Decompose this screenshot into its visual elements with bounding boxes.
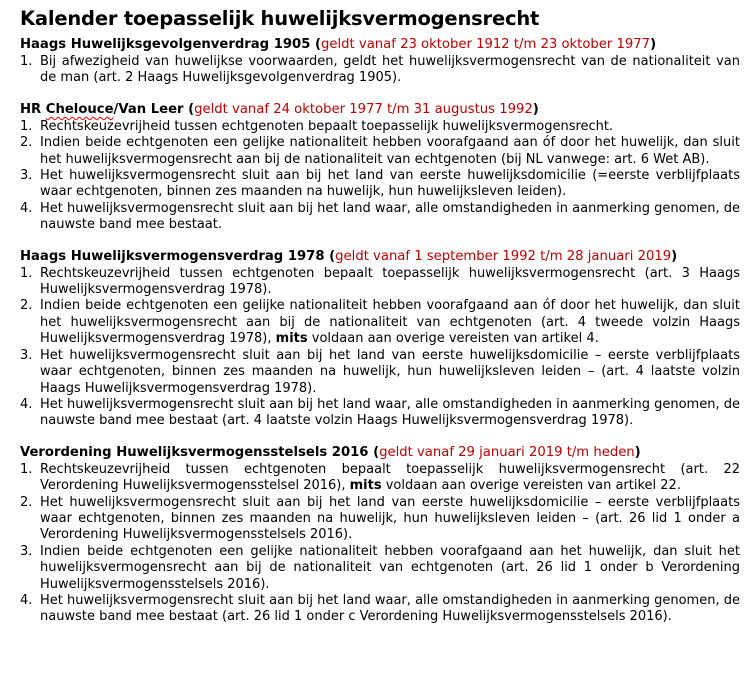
- rule-item: [20, 298, 740, 347]
- law-section: [20, 248, 740, 430]
- heading-text-part: Verordening Huwelijksvermogensstelsels 2016: [20, 444, 374, 460]
- section-validity-period: geldt vanaf 1 september 1992 t/m 28 januari 2019: [335, 248, 672, 264]
- open-paren-text: (: [329, 248, 336, 264]
- section-validity-period: geldt vanaf 24 oktober 1977 t/m 31 augustus 1992: [194, 101, 533, 117]
- rules-list: [20, 54, 740, 87]
- rule-number: 2.: [20, 494, 33, 510]
- rule-item: [20, 266, 740, 299]
- close-paren-text: ): [634, 444, 641, 460]
- law-section: [20, 36, 740, 87]
- rule-number: 2.: [20, 298, 33, 314]
- rule-item: [20, 462, 740, 495]
- rule-text: [40, 544, 740, 593]
- rule-number: 1.: [20, 118, 33, 134]
- rule-number: 3.: [20, 347, 33, 363]
- rule-text: [40, 593, 740, 626]
- rules-list: [20, 266, 740, 430]
- rule-text: [40, 397, 740, 430]
- rule-item: [20, 54, 740, 87]
- rule-item: [20, 135, 740, 168]
- close-paren-text: ): [532, 101, 539, 117]
- rule-item: [20, 201, 740, 234]
- rule-text-segment: Indien beide echtgenoten een gelijke nationaliteit hebben voorafgaand aan het huwelijk, dan sluit het huwelijksvermogensrecht aan bij de nationaliteit van echtgenoten (art. 26 lid 1 onder b Verordening Huwelijksvermogensstelsels 2016).: [40, 543, 740, 592]
- rule-text-segment: Rechtskeuzevrijheid tussen echtgenoten bepaalt toepasselijk huwelijksvermogensrecht (art. 22 Verordening Huwelijksvermogensstelsel 2016),: [40, 461, 740, 494]
- rule-item: [20, 348, 740, 397]
- rule-text: [40, 348, 740, 397]
- rules-list: [20, 119, 740, 234]
- section-heading-title: [20, 37, 315, 52]
- rule-text-segment: Het huwelijksvermogensrecht sluit aan bij het land waar, alle omstandigheden in aanmerking genomen, de nauwste band mee bestaat (art. 26 lid 1 onder c Verordening Huwelijksvermogensstelsels 2016).: [40, 592, 740, 625]
- section-validity-period: geldt vanaf 23 oktober 1912 t/m 23 oktober 1977: [321, 37, 651, 52]
- rule-text-segment: Het huwelijksvermogensrecht sluit aan bij het land waar, alle omstandigheden in aanmerking genomen, de nauwste band mee bestaat.: [40, 200, 740, 233]
- rule-item: [20, 593, 740, 626]
- rule-number: 1.: [20, 54, 33, 69]
- close-paren-text: ): [671, 248, 678, 264]
- rule-text: [40, 119, 740, 135]
- rule-number: 1.: [20, 265, 33, 281]
- open-paren-text: (: [373, 444, 380, 460]
- section-heading: [20, 248, 740, 265]
- rules-list: [20, 462, 740, 626]
- misspelled-word: Chelouce: [45, 101, 114, 117]
- section-heading: [20, 36, 740, 53]
- rule-text-segment: Het huwelijksvermogensrecht sluit aan bij het land van eerste huwelijksdomicilie (=eerste verblijfplaats waar echtgenoten, binnen zes maanden na huwelijk, hun huwelijksleven leiden).: [40, 168, 740, 200]
- heading-text-part: Haags Huwelijksgevolgenverdrag 1905: [20, 37, 315, 52]
- sections-container: [20, 36, 740, 626]
- law-section: [20, 101, 740, 234]
- rule-number: 4.: [20, 592, 33, 608]
- rule-text-segment: Indien beide echtgenoten een gelijke nationaliteit hebben voorafgaand aan óf door het huwelijk, dan sluit het huwelijksvermogensrecht aan bij de nationaliteit van echtgenoten (art. 4 tweede volzin Haags Huwelijksvermogensverdrag 1978),: [40, 298, 740, 347]
- open-paren-text: (: [315, 37, 322, 52]
- heading-text-part: Haags Huwelijksvermogensverdrag 1978: [20, 248, 330, 264]
- rule-number: 4.: [20, 396, 33, 412]
- heading-text-part: /Van Leer: [113, 101, 189, 117]
- heading-text-part: HR: [20, 101, 46, 117]
- open-paren-text: (: [188, 101, 195, 117]
- rule-text: [40, 201, 740, 234]
- rule-number: 3.: [20, 168, 33, 184]
- rule-text-segment: Het huwelijksvermogensrecht sluit aan bij het land waar, alle omstandigheden in aanmerking genomen, de nauwste band mee bestaat (art. 4 laatste volzin Haags Huwelijksvermogensverdrag 1978).: [40, 396, 740, 429]
- rule-text-segment: Rechtskeuzevrijheid tussen echtgenoten bepaalt toepasselijk huwelijksvermogensrecht.: [40, 118, 614, 134]
- rule-text: [40, 54, 740, 87]
- rule-text-segment: Het huwelijksvermogensrecht sluit aan bij het land van eerste huwelijksdomicilie – eerste verblijfplaats waar echtgenoten, binnen zes maanden na huwelijk, hun huwelijksleven leiden – (art. 26 lid 1 onder a Verordening Huwelijksvermogensstelsels 2016).: [40, 494, 740, 543]
- rule-number: 4.: [20, 200, 33, 216]
- rule-item: [20, 544, 740, 593]
- rule-text: [40, 135, 740, 168]
- rule-text-segment: Rechtskeuzevrijheid tussen echtgenoten bepaalt toepasselijk huwelijksvermogensrecht (art. 3 Haags Huwelijksvermogensverdrag 1978).: [40, 265, 740, 298]
- rule-text-segment: Het huwelijksvermogensrecht sluit aan bij het land van eerste huwelijksdomicilie – eerste verblijfplaats waar echtgenoten, binnen zes maanden na huwelijk, hun huwelijksleven leiden – (art. 4 laatste volzin Haags Huwelijksvermogensverdrag 1978).: [40, 347, 740, 396]
- section-heading-title: [20, 102, 188, 117]
- rule-number: 2.: [20, 135, 33, 151]
- rule-item: [20, 397, 740, 430]
- section-heading-title: [20, 445, 373, 460]
- rule-text-bold-segment: mits: [349, 478, 382, 494]
- page-title: Kalender toepasselijk huwelijksvermogensrecht: [20, 7, 540, 30]
- rule-number: 3.: [20, 543, 33, 559]
- section-validity-period: geldt vanaf 29 januari 2019 t/m heden: [379, 444, 635, 460]
- rule-text: [40, 495, 740, 544]
- rule-item: [20, 168, 740, 201]
- rule-number: 1.: [20, 461, 33, 477]
- close-paren-text: ): [650, 37, 657, 52]
- rule-text: [40, 168, 740, 201]
- rule-item: [20, 495, 740, 544]
- rule-text-segment: voldaan aan overige vereisten van artikel 22.: [381, 478, 681, 494]
- rule-text: [40, 462, 740, 495]
- rule-text: [40, 266, 740, 299]
- section-heading: [20, 444, 740, 461]
- rule-text-segment: Bij afwezigheid van huwelijkse voorwaarden, geldt het huwelijksvermogensrecht van de nationaliteit van de man (art. 2 Haags Huwelijksgevolgenverdrag 1905).: [40, 54, 740, 86]
- rule-text-bold-segment: mits: [275, 331, 308, 347]
- rule-item: [20, 119, 740, 135]
- rule-text: [40, 298, 740, 347]
- rule-text-segment: Indien beide echtgenoten een gelijke nationaliteit hebben voorafgaand aan óf door het huwelijk, dan sluit het huwelijksvermogensrecht aan bij de nationaliteit van echtgenoten (bij NL vanwege: art. 6 Wet AB).: [40, 135, 740, 167]
- rule-text-segment: voldaan aan overige vereisten van artikel 4.: [307, 331, 599, 347]
- section-heading-title: [20, 249, 329, 264]
- section-heading: [20, 101, 740, 118]
- law-section: [20, 444, 740, 626]
